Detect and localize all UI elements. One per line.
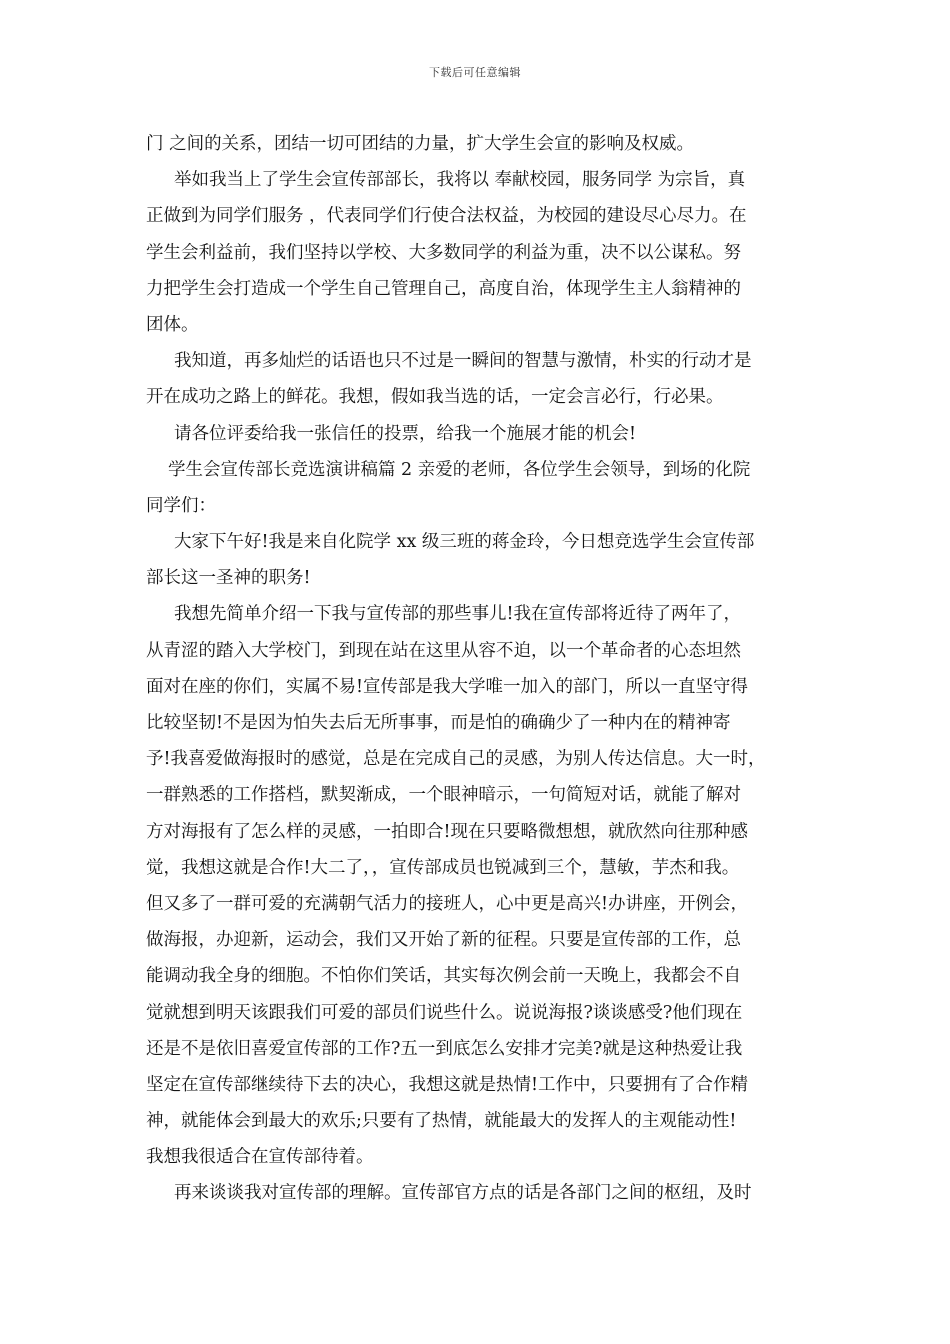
text-line: 学生会利益前，我们坚持以学校、大多数同学的利益为重，决不以公谋私。努 [146,242,741,263]
text-line: 部长这一圣神的职务! [146,568,311,589]
text-line: 予!我喜爱做海报时的感觉，总是在完成自己的灵感，为别人传达信息。大一时， [146,749,766,770]
text-line: 比较坚韧!不是因为怕失去后无所事事，而是怕的确确少了一种内在的精神寄 [146,713,731,733]
text-line: 开在成功之路上的鲜花。我想，假如我当选的话，一定会言必行，行必果。 [146,387,724,408]
text-line: 从青涩的踏入大学校门，到现在站在这里从容不迫，以一个革命者的心态坦然 [146,640,741,661]
text-line: 团体。 [146,314,199,335]
text-line: 但又多了一群可爱的充满朝气活力的接班人，心中更是高兴!办讲座，开例会， [146,893,749,914]
text-line: 觉就想到明天该跟我们可爱的部员们说些什么。说说海报?谈谈感受?他们现在 [146,1002,743,1023]
text-line: 一群熟悉的工作搭档，默契渐成，一个眼神暗示，一句简短对话，就能了解对 [146,785,741,806]
text-line: 能调动我全身的细胞。不怕你们笑话，其实每次例会前一天晚上，我都会不自 [146,966,741,987]
text-line: 力把学生会打造成一个学生自己管理自己，高度自治，体现学生主人翁精神的 [146,278,741,299]
text-line: 坚定在宣传部继续待下去的决心，我想这就是热情!工作中，只要拥有了合作精 [146,1074,749,1095]
page-header: 下载后可任意编辑 [429,66,521,79]
text-line: 请各位评委给我一张信任的投票，给我一个施展才能的机会! [174,423,637,444]
text-line: 正做到为同学们服务 ，代表同学们行使合法权益，为校园的建设尽心尽力。在 [146,206,747,227]
text-line: 门 之间的关系，团结一切可团结的力量，扩大学生会宣的影响及权威。 [146,134,695,154]
text-line: 还是不是依旧喜爱宣传部的工作?五一到底怎么安排才完美?就是这种热爱让我 [146,1038,743,1059]
text-line: 觉，我想这就是合作!大二了，，宣传部成员也锐减到三个，慧敏，芋杰和我。 [146,857,740,878]
text-line: 学生会宣传部长竞选演讲稿篇 2 亲爱的老师，各位学生会领导，到场的化院 [168,459,751,480]
document-body [146,126,812,1212]
text-line: 同学们： [146,495,216,516]
text-line: 方对海报有了怎么样的灵感，一拍即合!现在只要略微想想，就欣然向往那种感 [146,821,749,842]
text-line: 举如我当上了学生会宣传部部长，我将以 奉献校园，服务同学 为宗旨，真 [174,170,746,191]
text-line: 神，就能体会到最大的欢乐;只要有了热情，就能最大的发挥人的主观能动性! [146,1111,737,1132]
text-line: 面对在座的你们，实属不易!宣传部是我大学唯一加入的部门，所以一直坚守得 [146,676,749,697]
text-line: 我想先简单介绍一下我与宣传部的那些事儿!我在宣传部将近待了两年了， [174,604,742,625]
text-line: 做海报，办迎新，运动会，我们又开始了新的征程。只要是宣传部的工作，总 [146,930,741,951]
text-line: 我知道，再多灿烂的话语也只不过是一瞬间的智慧与激情，朴实的行动才是 [174,351,752,372]
text-line: 大家下午好!我是来自化院学 xx 级三班的蒋金玲，今日想竞选学生会宣传部 [174,532,755,553]
text-line: 再来谈谈我对宣传部的理解。宣传部官方点的话是各部门之间的枢纽，及时 [174,1183,752,1204]
text-line: 我想我很适合在宣传部待着。 [146,1147,374,1168]
